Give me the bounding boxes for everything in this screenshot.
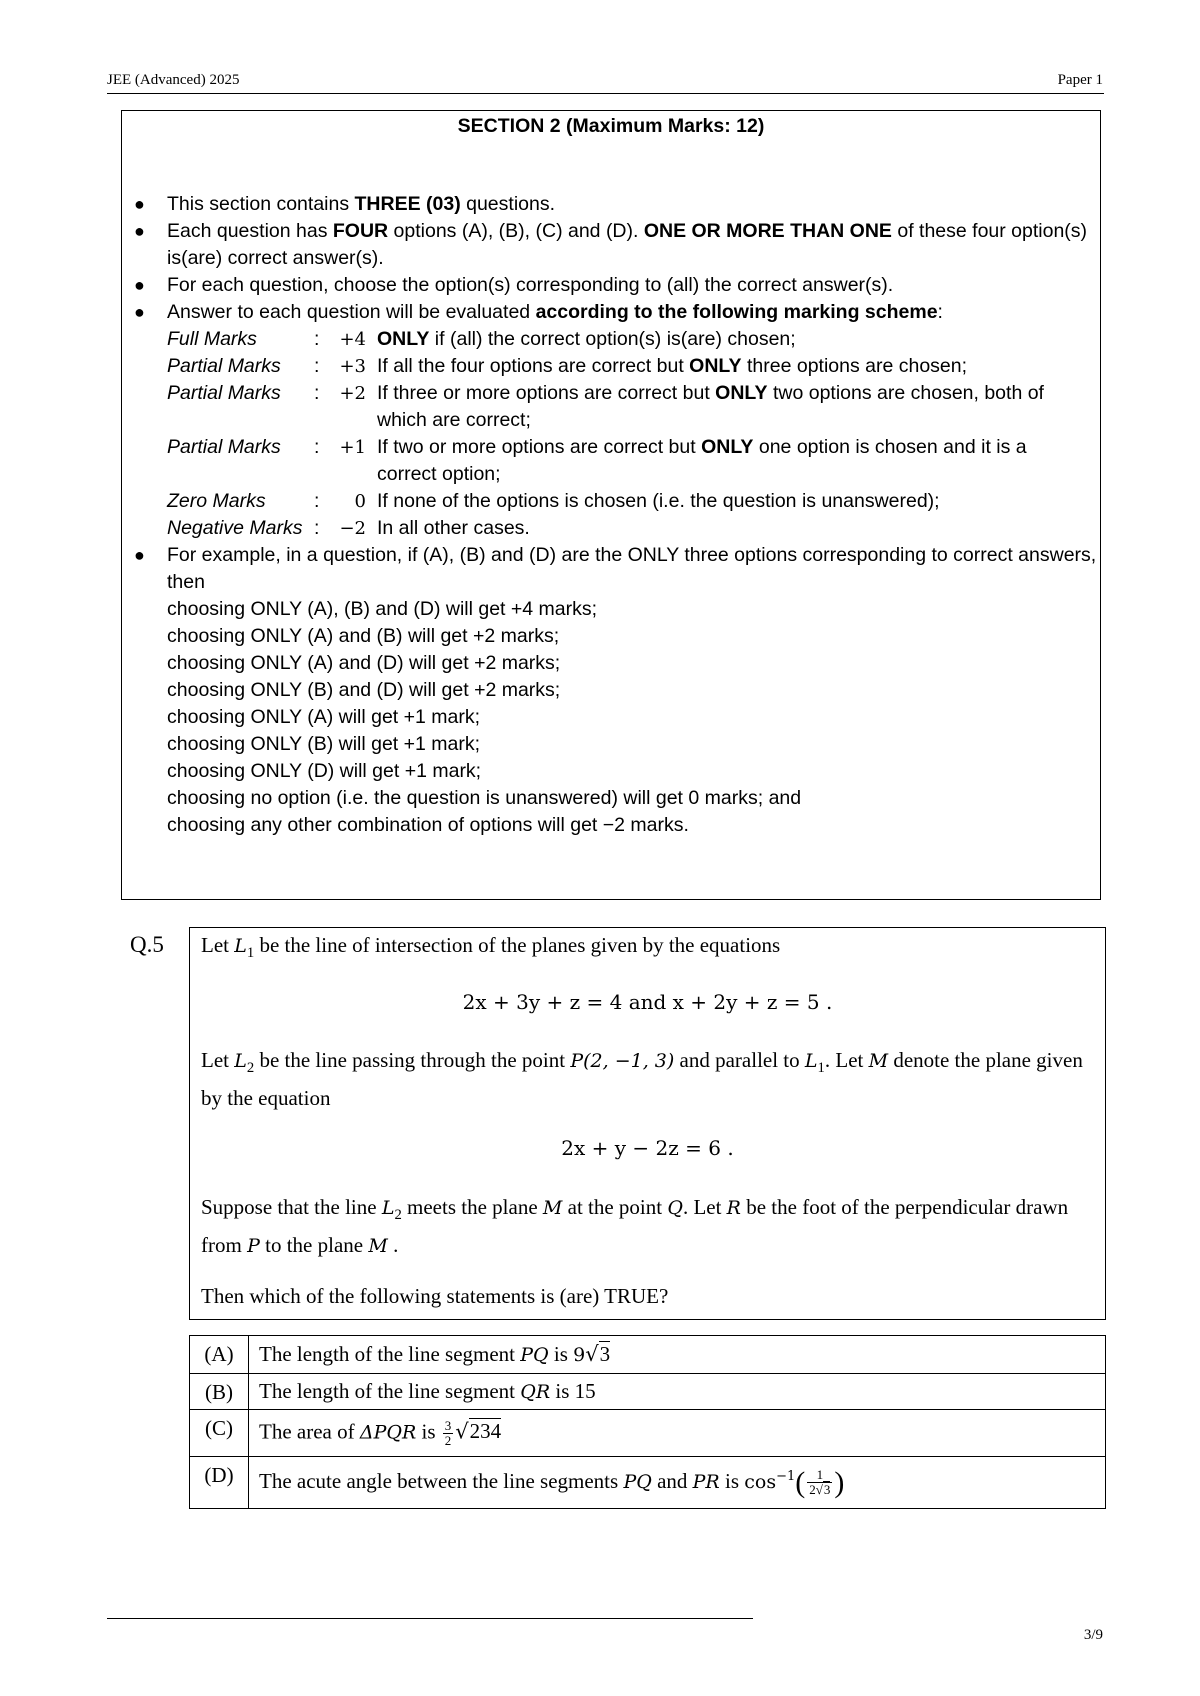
option-text: The length of the line segment QR is 15: [249, 1374, 1106, 1410]
bullet-example: ● For example, in a question, if (A), (B) and (D) are the ONLY three options corresponding to correct answers, then: [134, 544, 1097, 593]
options-table: [189, 1335, 1106, 1509]
equation-planes: 2x + 3y + z = 4 and x + 2y + z = 5 .: [462, 990, 833, 1014]
bullet-icon: ●: [134, 302, 145, 322]
scheme-row-partial-3: Partial Marks : +3 If all the four options are correct but ONLY three options are chosen;: [167, 355, 968, 377]
fraction: $\frac{3}{2}$: [444, 1417, 452, 1448]
question-paragraph-1: Let $L_1$ be the line of intersection of the planes given by the equations: [201, 933, 781, 962]
bullet-choose-options: ● For each question, choose the option(s) corresponding to (all) the correct answer(s).: [122, 272, 1100, 299]
option-row-d[interactable]: [190, 1457, 1106, 1509]
example-line: choosing ONLY (B) will get +1 mark;: [167, 733, 481, 755]
example-line: choosing ONLY (A) will get +1 mark;: [167, 706, 481, 728]
scheme-row-partial-2: Partial Marks : +2 If three or more options are correct but ONLY two options are chosen, both of which are correct;: [167, 382, 1044, 431]
option-text: The acute angle between the line segments PQ and PR is $\cos^{-1}$( $\frac{1}{2√3}$ ): [249, 1457, 1106, 1509]
bullet-icon: ●: [134, 194, 145, 214]
example-line: choosing ONLY (D) will get +1 mark;: [167, 760, 482, 782]
bullet-options-info: ● Each question has FOUR options (A), (B), (C) and (D). ONE OR MORE THAN ONE of these four option(s) is(are) correct answer(s).: [134, 220, 1088, 269]
scheme-row-negative: Negative Marks : −2 In all other cases.: [167, 517, 530, 539]
option-text: The area of ΔPQR is $\frac{3}{2}$ √234: [249, 1410, 1106, 1457]
instruction-list: [122, 191, 1100, 839]
option-text: The length of the line segment PQ is 9√3: [249, 1336, 1106, 1374]
example-line: choosing any other combination of options will get −2 marks.: [167, 814, 689, 836]
bullet-icon: ●: [134, 545, 145, 565]
question-paragraph-2: Let $L_2$ be the line passing through the point P(2, −1, 3) and parallel to $L_1$. Let M denote the plane given by the equation: [201, 1048, 1083, 1111]
example-line: choosing ONLY (B) and (D) will get +2 marks;: [167, 679, 561, 701]
equation-plane-m: 2x + y − 2z = 6 .: [561, 1136, 734, 1160]
section-title: SECTION 2 (Maximum Marks: 12): [457, 115, 765, 137]
bullet-icon: ●: [134, 275, 145, 295]
fraction: $\frac{1}{2√3}$: [809, 1467, 831, 1497]
bullet-marking-scheme: ● Answer to each question will be evaluated according to the following marking scheme:: [122, 299, 1100, 326]
option-label: (D): [190, 1457, 249, 1509]
instructions-box: [121, 110, 1101, 900]
question-number: Q.5: [130, 932, 164, 957]
page-number: 3/9: [1083, 1627, 1103, 1643]
bullet-question-count: ● This section contains THREE (03) questions.: [122, 191, 1100, 218]
option-row-c[interactable]: [190, 1410, 1106, 1457]
option-label: (A): [190, 1336, 249, 1374]
scheme-row-zero: Zero Marks : 0 If none of the options is chosen (i.e. the question is unanswered);: [167, 490, 940, 512]
footer-rule: [107, 1618, 753, 1619]
header-rule: [107, 93, 1104, 94]
question-paragraph-3: Suppose that the line $L_2$ meets the plane M at the point Q. Let R be the foot of the perpendicular drawn from P to the plane M .: [201, 1195, 1069, 1258]
scheme-row-full: Full Marks : +4 ONLY if (all) the correct option(s) is(are) chosen;: [167, 328, 796, 350]
option-row-a[interactable]: [190, 1336, 1106, 1374]
question-prompt: Then which of the following statements is (are) TRUE?: [201, 1284, 669, 1308]
marking-scheme-table: [167, 326, 1100, 542]
header-exam-name: JEE (Advanced) 2025: [107, 72, 240, 88]
example-line: choosing no option (i.e. the question is unanswered) will get 0 marks; and: [167, 787, 802, 809]
scheme-row-partial-1: Partial Marks : +1 If two or more options are correct but ONLY one option is chosen and it is a correct option;: [167, 436, 1027, 485]
header-paper: Paper 1: [1057, 72, 1103, 88]
option-label: (B): [190, 1374, 249, 1410]
question-box: [189, 927, 1106, 1320]
bullet-icon: ●: [134, 221, 145, 241]
option-label: (C): [190, 1410, 249, 1457]
example-line: choosing ONLY (A), (B) and (D) will get +4 marks;: [167, 598, 598, 620]
example-line: choosing ONLY (A) and (D) will get +2 marks;: [167, 652, 561, 674]
option-row-b[interactable]: [190, 1374, 1106, 1410]
example-line: choosing ONLY (A) and (B) will get +2 marks;: [167, 625, 560, 647]
